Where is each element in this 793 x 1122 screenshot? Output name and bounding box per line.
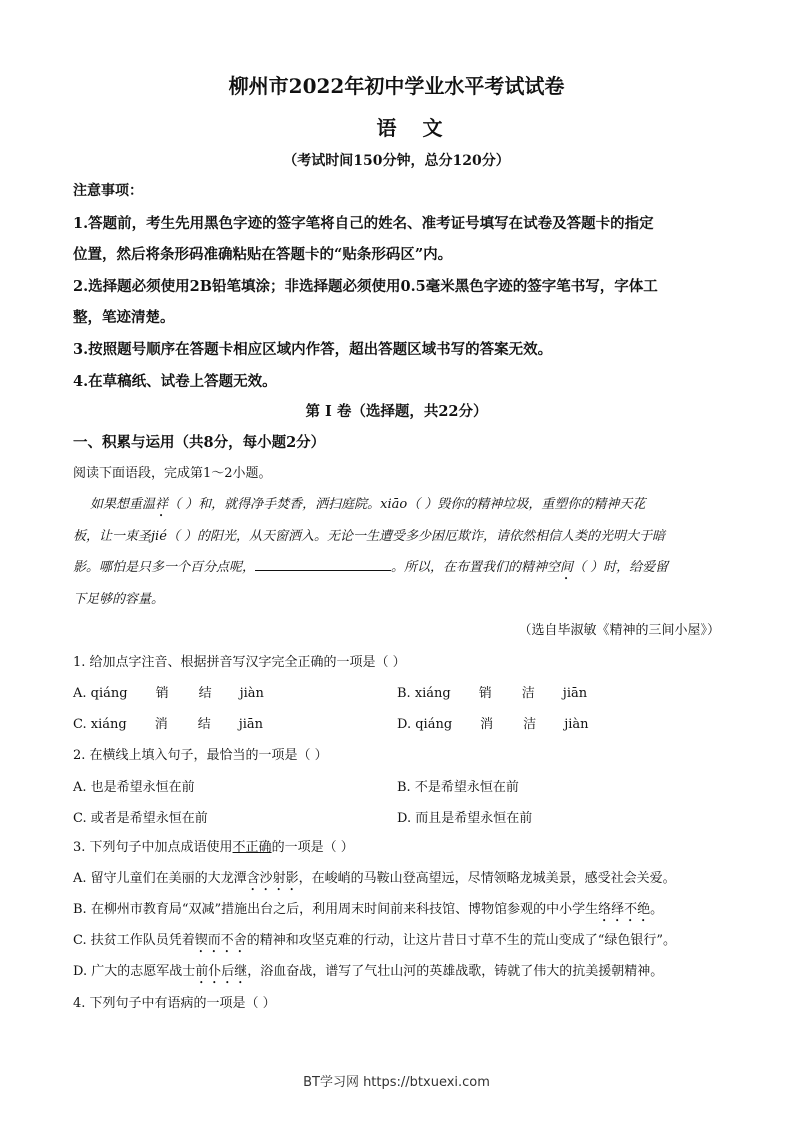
passage-source: （选自毕淑敏《精神的三间小屋》） bbox=[518, 623, 720, 638]
passage-line: 影。哪怕是只多一个百分点呢， 。所以，在布置我们的精神空间（ ）时，给爱留 bbox=[73, 560, 669, 575]
reading-instruction: 阅读下面语段，完成第1～2小题。 bbox=[73, 466, 272, 481]
dotted-char: 祥 bbox=[155, 497, 169, 512]
dotted-idiom: 前仆后继 bbox=[195, 964, 248, 979]
question-1-stem: 1. 给加点字注音、根据拼音写汉字完全正确的一项是（ ） bbox=[73, 655, 406, 670]
notice-heading: 注意事项： bbox=[73, 183, 143, 199]
fill-blank bbox=[255, 558, 391, 571]
q3-option-d: D. 广大的志愿军战士前仆后继，浴血奋战，谱写了气壮山河的英雄战歌，铸就了伟大的抗美援朝精神。 bbox=[73, 964, 664, 979]
dotted-char: 间 bbox=[560, 560, 574, 575]
notice-line: 4.在草稿纸、试卷上答题无效。 bbox=[73, 373, 277, 390]
q3-option-a: A. 留守儿童们在美丽的大龙潭含沙射影，在峻峭的马鞍山登高望远，尽情领略龙城美景，感受社会关爱。 bbox=[73, 871, 676, 886]
notice-line: 3.按照题号顺序在答题卡相应区域内作答，超出答题区域书写的答案无效。 bbox=[73, 341, 553, 358]
footer-watermark: BT学习网 https://btxuexi.com bbox=[303, 1075, 490, 1090]
dotted-idiom: 含沙射影 bbox=[246, 871, 299, 886]
q2-option-b: B. 不是希望永恒在前 bbox=[397, 780, 519, 795]
passage-line: 如果想重温祥（ ）和，就得净手焚香，洒扫庭院。xiāo（ ）毁你的精神垃圾，重塑你的精神天花 bbox=[90, 497, 646, 512]
notice-line: 2.选择题必须使用2B铅笔填涂；非选择题必须使用0.5毫米黑色字迹的签字笔书写，字体工 bbox=[73, 278, 658, 295]
paper-title: 柳州市2022年初中学业水平考试试卷 bbox=[228, 74, 565, 98]
exam-info: （考试时间150分钟，总分120分） bbox=[283, 153, 510, 169]
dotted-idiom: 锲而不舍 bbox=[194, 933, 247, 948]
q1-option-d: D. qiáng 消 洁 jiàn bbox=[397, 717, 589, 732]
notice-line: 整，笔迹清楚。 bbox=[73, 309, 175, 326]
passage-line: 下足够的容量。 bbox=[73, 592, 165, 607]
q3-option-b: B. 在柳州市教育局“双减”措施出台之后，利用周末时间前来科技馆、博物馆参观的中小学生络绎不绝。 bbox=[73, 902, 664, 917]
q2-option-c: C. 或者是希望永恒在前 bbox=[73, 811, 208, 826]
dotted-idiom: 络绎不绝 bbox=[598, 902, 651, 917]
question-2-stem: 2. 在横线上填入句子，最恰当的一项是（ ） bbox=[73, 748, 328, 763]
q1-option-b: B. xiáng 销 洁 jiān bbox=[397, 686, 588, 701]
q1-option-a: A. qiáng 销 结 jiàn bbox=[73, 686, 264, 701]
underlined-text: 不正确 bbox=[232, 840, 272, 855]
paper-subject: 语文 bbox=[376, 116, 469, 140]
q3-option-c: C. 扶贫工作队员凭着锲而不舍的精神和攻坚克难的行动，让这片昔日寸草不生的荒山变成了“绿色银行”。 bbox=[73, 933, 677, 948]
question-4-stem: 4. 下列句子中有语病的一项是（ ） bbox=[73, 996, 276, 1011]
q1-option-c: C. xiáng 消 结 jiān bbox=[73, 717, 264, 732]
notice-line: 位置，然后将条形码准确粘贴在答题卡的“贴条形码区”内。 bbox=[73, 246, 453, 263]
notice-line: 1.答题前，考生先用黑色字迹的签字笔将自己的姓名、准考证号填写在试卷及答题卡的指定 bbox=[73, 215, 654, 232]
part-title: 一、积累与运用（共8分，每小题2分） bbox=[73, 434, 326, 451]
passage-line: 板，让一束圣jié（ ）的阳光，从天窗洒入。无论一生遭受多少困厄欺诈，请依然相信人类的光明大于暗 bbox=[73, 529, 666, 544]
section-title: 第 Ⅰ 卷（选择题，共22分） bbox=[305, 403, 488, 420]
q2-option-a: A. 也是希望永恒在前 bbox=[73, 780, 195, 795]
question-3-stem: 3. 下列句子中加点成语使用不正确的一项是（ ） bbox=[73, 840, 354, 855]
q2-option-d: D. 而且是希望永恒在前 bbox=[397, 811, 533, 826]
